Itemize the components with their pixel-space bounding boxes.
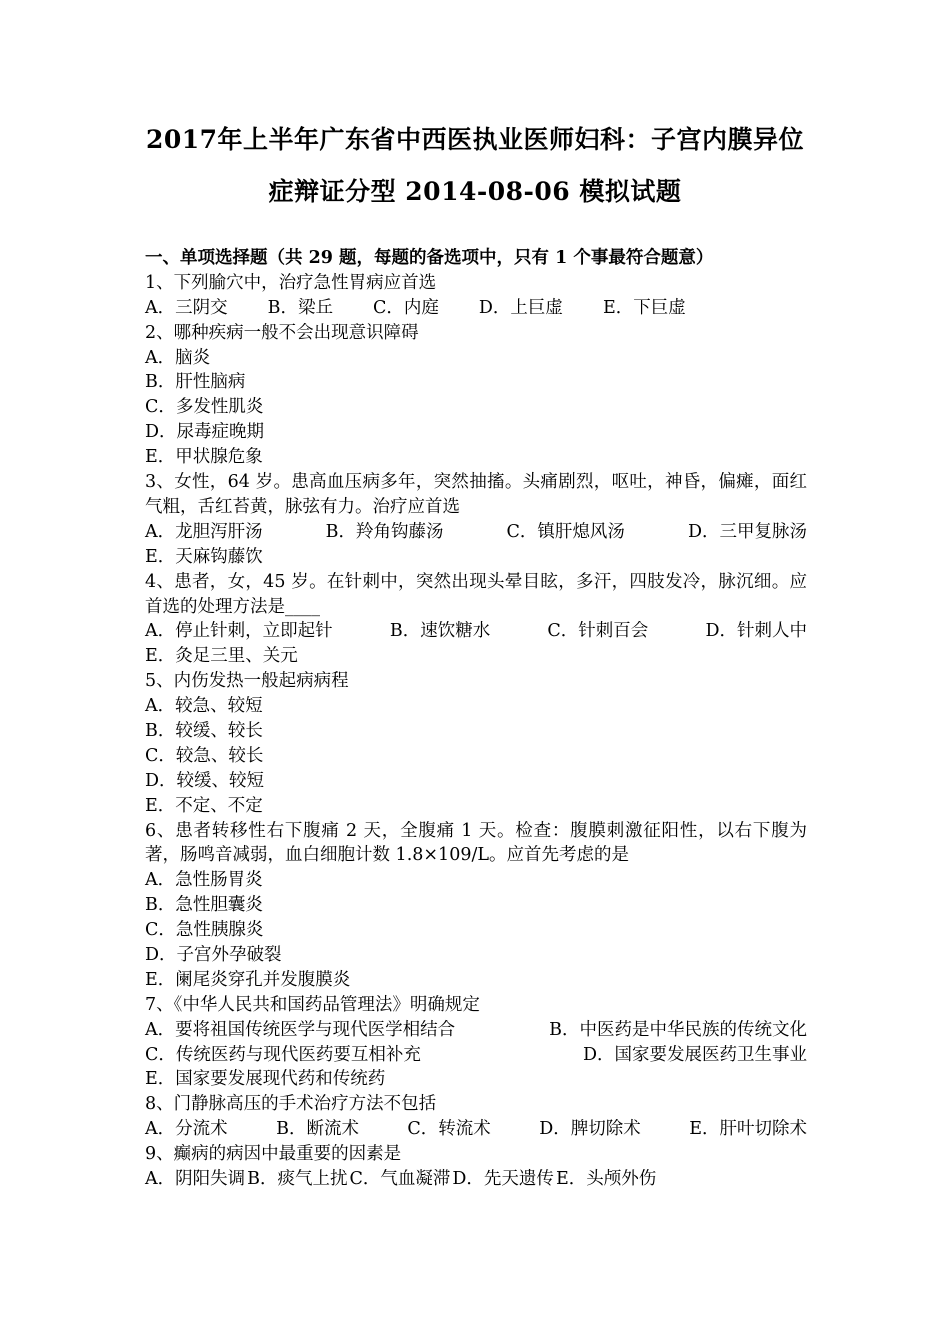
option-e: E．天麻钩藤饮 xyxy=(145,546,263,567)
option-b: B．羚角钩藤汤 xyxy=(325,521,444,542)
question-stem: 7、《中华人民共和国药品管理法》明确规定 xyxy=(145,994,480,1015)
option-b: B．速饮糖水 xyxy=(389,621,491,642)
option-b: B．肝性脑病 xyxy=(145,372,246,393)
question-stem: 8、门静脉高压的手术治疗方法不包括 xyxy=(145,1094,437,1115)
option-a: A．急性肠胃炎 xyxy=(145,870,263,891)
document-title-line-1: 2017年上半年广东省中西医执业医师妇科：子宫内膜异位 xyxy=(145,125,805,154)
option-row xyxy=(145,1167,807,1192)
section-heading: 一、单项选择题（共 29 题，每题的备选项中，只有 1 个事最符合题意） xyxy=(145,248,714,268)
question-body xyxy=(145,246,807,1192)
option-c: C．气血凝滞 xyxy=(349,1169,451,1190)
option-c: C．针刺百会 xyxy=(547,621,649,642)
option-e: E．甲状腺危象 xyxy=(145,447,263,468)
option-a: A．分流术 xyxy=(145,1119,228,1140)
question-stem: 6、患者转移性右下腹痛 2 天，全腹痛 1 天。检查：腹膜刺激征阳性，以右下腹为著，肠鸣音减弱，血白细胞计数 1.8×109/L。应首先考虑的是 xyxy=(145,820,807,866)
option-b: B．断流术 xyxy=(276,1119,359,1140)
option-a: A．要将祖国传统医学与现代医学相结合 xyxy=(145,1019,456,1040)
option-d: D．尿毒症晚期 xyxy=(145,422,265,443)
option-row xyxy=(145,520,807,545)
option-d: D．国家要发展医药卫生事业 xyxy=(582,1044,807,1065)
option-a: A．脑炎 xyxy=(145,347,211,368)
option-b: B．较缓、较长 xyxy=(145,720,263,741)
question-stem: 5、内伤发热一般起病病程 xyxy=(145,671,349,692)
option-d: D．较缓、较短 xyxy=(145,770,265,791)
option-e: E．不定、不定 xyxy=(145,795,263,816)
option-c: C．多发性肌炎 xyxy=(145,397,264,418)
option-c: C．急性胰腺炎 xyxy=(145,920,264,941)
option-d: D．脾切除术 xyxy=(539,1119,641,1140)
option-e: E．下巨虚 xyxy=(602,297,686,318)
question-stem: 4、患者，女，45 岁。在针刺中，突然出现头晕目眩，多汗，四肢发冷，脉沉细。应首选的处理方法是____ xyxy=(145,571,807,617)
option-b: B．急性胆囊炎 xyxy=(145,895,263,916)
option-b: B．中医药是中华民族的传统文化 xyxy=(549,1019,807,1040)
option-a: A．三阴交 xyxy=(145,297,228,318)
option-d: D．三甲复脉汤 xyxy=(687,521,807,542)
option-d: D．上巨虚 xyxy=(478,297,563,318)
option-e: E．头颅外伤 xyxy=(555,1169,657,1190)
option-row xyxy=(145,1043,807,1068)
question-stem: 3、女性，64 岁。患高血压病多年，突然抽搐。头痛剧烈，呕吐，神昏，偏瘫，面红气粗，舌红苔黄，脉弦有力。治疗应首选 xyxy=(145,472,807,517)
option-d: D．子宫外孕破裂 xyxy=(145,945,282,966)
option-e: E．肝叶切除术 xyxy=(689,1119,807,1140)
option-a: A．阴阳失调 xyxy=(145,1169,246,1190)
option-row xyxy=(145,619,807,644)
question-stem: 1、下列腧穴中，治疗急性胃病应首选 xyxy=(145,272,437,293)
option-b: B．痰气上扰 xyxy=(247,1169,348,1190)
option-a: A．较急、较短 xyxy=(145,696,263,717)
option-d: D．针刺人中 xyxy=(705,621,807,642)
document-title-line-2: 症辩证分型 2014-08-06 模拟试题 xyxy=(268,177,682,206)
option-row xyxy=(145,1117,807,1142)
option-c: C．内庭 xyxy=(373,297,439,318)
question-stem: 9、癫病的病因中最重要的因素是 xyxy=(145,1144,402,1165)
option-c: C．较急、较长 xyxy=(145,745,264,766)
option-e: E．国家要发展现代药和传统药 xyxy=(145,1069,386,1090)
option-d: D．先天遗传 xyxy=(452,1169,554,1190)
option-a: A．龙胆泻肝汤 xyxy=(145,521,263,542)
option-c: C．转流术 xyxy=(407,1119,491,1140)
option-row xyxy=(145,1018,807,1043)
option-e: E．阑尾炎穿孔并发腹膜炎 xyxy=(145,969,351,990)
option-c: C．镇肝熄风汤 xyxy=(506,521,625,542)
option-row xyxy=(145,296,807,321)
option-a: A．停止针刺，立即起针 xyxy=(145,621,333,642)
option-e: E．灸足三里、关元 xyxy=(145,646,298,667)
question-stem: 2、哪种疾病一般不会出现意识障碍 xyxy=(145,322,419,343)
option-b: B．梁丘 xyxy=(267,297,334,318)
option-c: C．传统医药与现代医药要互相补充 xyxy=(145,1044,421,1065)
